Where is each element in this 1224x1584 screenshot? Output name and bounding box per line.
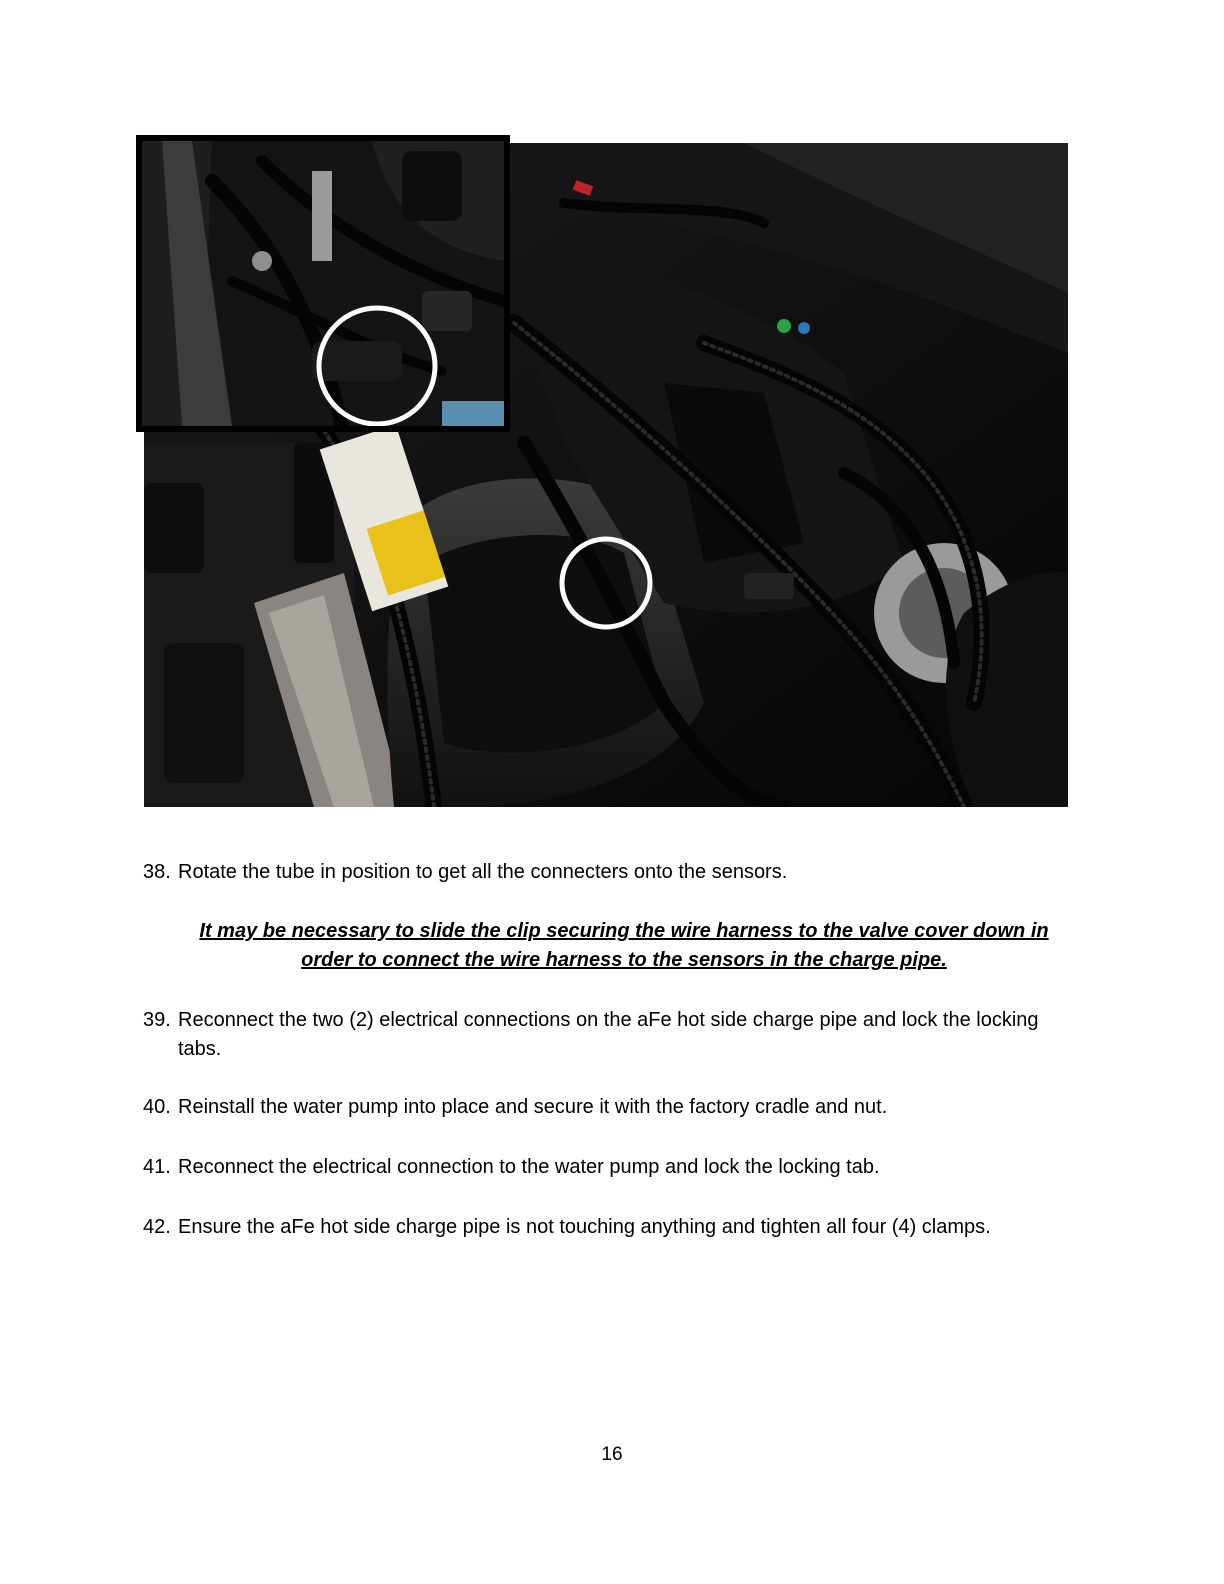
step-text: Reinstall the water pump into place and secure it with the factory cradle and nut. [178, 1096, 888, 1118]
step-38 [143, 858, 1073, 887]
step-number: 40. [143, 1096, 171, 1118]
caution-note: It may be necessary to slide the clip securing the wire harness to the valve cover down in order to connect the wire harness to the sensors in the charge pipe. [199, 920, 1049, 971]
step-text: Rotate the tube in position to get all the connecters onto the sensors. [178, 861, 788, 883]
page-number: 16 [601, 1444, 623, 1465]
step-text: Ensure the aFe hot side charge pipe is not touching anything and tighten all four (4) clamps. [178, 1216, 991, 1238]
step-number: 39. [143, 1009, 171, 1031]
step-41 [143, 1153, 1073, 1182]
step-number: 38. [143, 861, 171, 883]
step-text: Reconnect the two (2) electrical connections on the aFe hot side charge pipe and lock the locking tabs. [178, 1009, 1039, 1060]
step-42 [143, 1213, 1073, 1242]
step-40 [143, 1093, 1073, 1122]
step-number: 42. [143, 1216, 171, 1238]
step-number: 41. [143, 1156, 171, 1178]
inset-closeup-photo [136, 135, 510, 432]
step-39 [143, 1006, 1073, 1064]
step-text: Reconnect the electrical connection to the water pump and lock the locking tab. [178, 1156, 880, 1178]
